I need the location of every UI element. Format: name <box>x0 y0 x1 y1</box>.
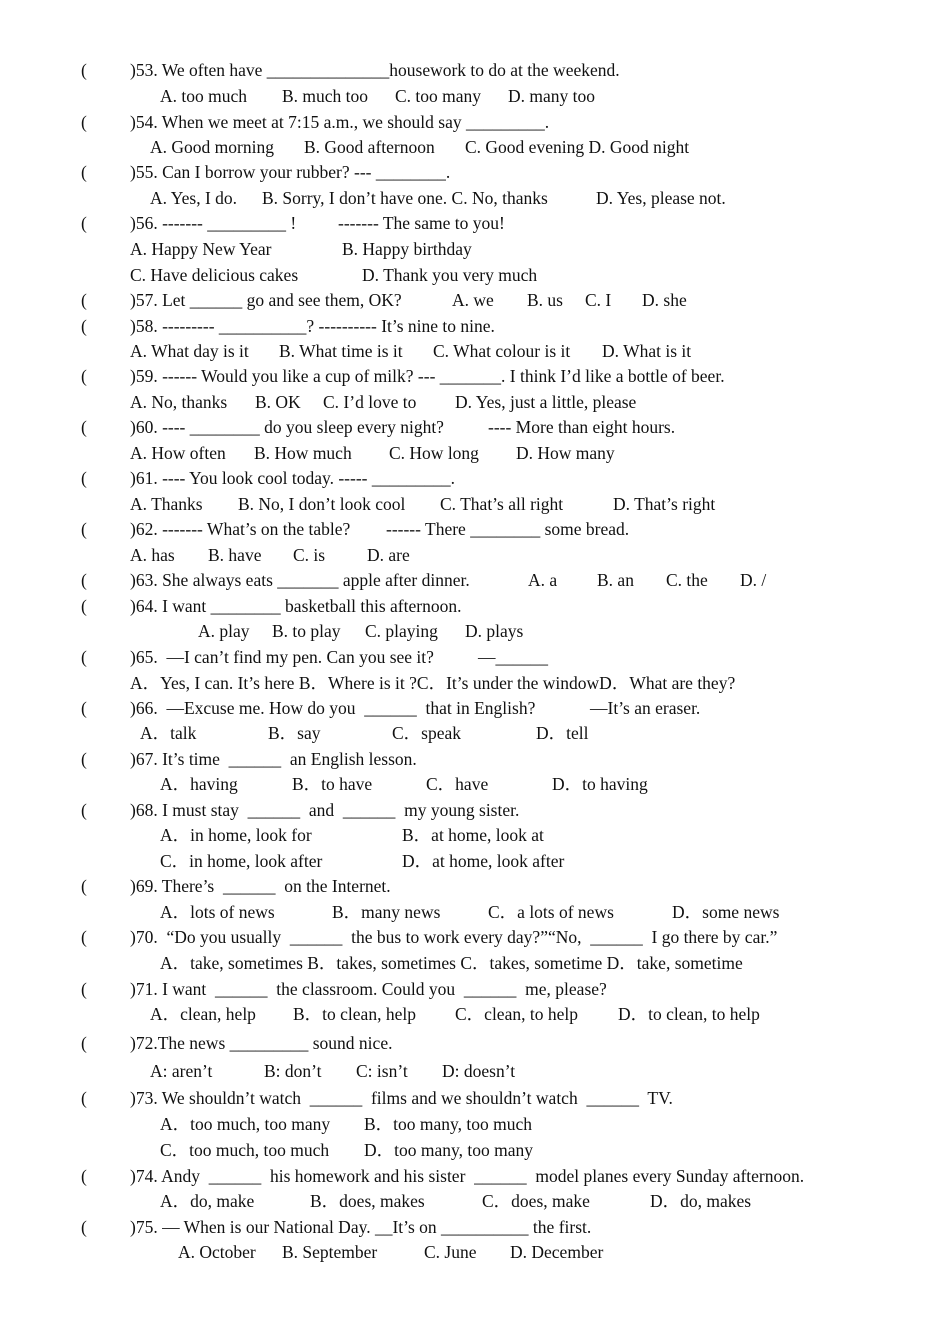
option-text: D. What is it <box>602 341 692 361</box>
option-text: D. December <box>510 1242 604 1262</box>
option-line <box>0 441 950 466</box>
question-line <box>0 925 950 950</box>
option-line <box>0 849 950 874</box>
answer-paren: ( <box>81 1033 87 1053</box>
option-text: B. Good afternoon <box>304 137 435 157</box>
option-text: B. Sorry, I don’t have one. C. No, thanks <box>262 188 548 208</box>
question-text: )64. I want ________ basketball this afternoon. <box>130 596 462 616</box>
question-line <box>0 594 950 619</box>
option-text: C．does, make <box>482 1191 590 1211</box>
option-line <box>0 619 950 644</box>
question-line <box>0 1086 950 1111</box>
answer-paren: ( <box>81 698 87 718</box>
option-text: A. Yes, I do. <box>150 188 238 208</box>
option-text: B．at home, look at <box>402 825 544 845</box>
question-text: )60. ---- ________ do you sleep every night? <box>130 417 444 437</box>
answer-paren: ( <box>81 596 87 616</box>
option-text: D. many too <box>508 86 596 106</box>
option-text: B. to play <box>272 621 341 641</box>
option-line <box>0 772 950 797</box>
option-line <box>0 186 950 211</box>
option-text: C. too many <box>395 86 482 106</box>
option-line <box>0 237 950 262</box>
option-text: D. are <box>367 545 410 565</box>
option-text: C. That’s all right <box>440 494 564 514</box>
option-line <box>0 390 950 415</box>
option-text: C．clean, to help <box>455 1004 578 1024</box>
option-line <box>0 135 950 160</box>
option-text: B．to clean, help <box>293 1004 416 1024</box>
option-text: D．tell <box>536 723 589 743</box>
question-text: )59. ------ Would you like a cup of milk? --- _______. I think I’d like a bottle of beer. <box>130 366 725 386</box>
answer-paren: ( <box>81 1166 87 1186</box>
question-text: )53. We often have ______________housework to do at the weekend. <box>130 60 620 80</box>
question-line <box>0 798 950 823</box>
option-text: B. Happy birthday <box>342 239 472 259</box>
option-line <box>0 339 950 364</box>
option-line <box>0 823 950 848</box>
question-line <box>0 160 950 185</box>
answer-paren: ( <box>81 647 87 667</box>
question-text: )73. We shouldn’t watch ______ films and we shouldn’t watch ______ TV. <box>130 1088 673 1108</box>
option-text: B. How much <box>254 443 352 463</box>
option-text: A. Happy New Year <box>130 239 272 259</box>
option-line <box>0 1240 950 1265</box>
option-text: D. Thank you very much <box>362 265 538 285</box>
option-text: A．lots of news <box>160 902 275 922</box>
option-line <box>0 263 950 288</box>
answer-paren: ( <box>81 417 87 437</box>
option-text: C. Have delicious cakes <box>130 265 299 285</box>
answer-paren: ( <box>81 468 87 488</box>
question-text: C. the <box>666 570 708 590</box>
option-text: D. plays <box>465 621 524 641</box>
option-text: A. No, thanks <box>130 392 228 412</box>
option-text: C．a lots of news <box>488 902 614 922</box>
option-text: C: isn’t <box>356 1061 408 1081</box>
option-text: B. What time is it <box>279 341 403 361</box>
question-text: )67. It’s time ______ an English lesson. <box>130 749 417 769</box>
option-line <box>0 1112 950 1137</box>
option-line <box>0 1002 950 1027</box>
question-line <box>0 466 950 491</box>
option-text: B. much too <box>282 86 369 106</box>
question-text: D. / <box>740 570 767 590</box>
question-text: A. we <box>452 290 494 310</box>
question-text: )57. Let ______ go and see them, OK? <box>130 290 402 310</box>
option-text: D．to having <box>552 774 648 794</box>
question-text: B. an <box>597 570 634 590</box>
question-text: )65. —I can’t find my pen. Can you see it? <box>130 647 434 667</box>
option-text: B．too many, too much <box>364 1114 533 1134</box>
option-text: C．too much, too much <box>160 1140 330 1160</box>
question-text: —It’s an eraser. <box>590 698 701 718</box>
option-text: A．in home, look for <box>160 825 312 845</box>
option-text: A．talk <box>140 723 197 743</box>
option-text: D．too many, too many <box>364 1140 533 1160</box>
question-line <box>0 1215 950 1240</box>
option-text: C. June <box>424 1242 477 1262</box>
question-line <box>0 696 950 721</box>
question-line <box>0 364 950 389</box>
answer-paren: ( <box>81 1088 87 1108</box>
question-text: ---- More than eight hours. <box>488 417 676 437</box>
question-text: )54. When we meet at 7:15 a.m., we should say _________. <box>130 112 550 132</box>
question-line <box>0 211 950 236</box>
answer-paren: ( <box>81 366 87 386</box>
question-text: )68. I must stay ______ and ______ my young sister. <box>130 800 520 820</box>
answer-paren: ( <box>81 60 87 80</box>
option-line <box>0 1059 950 1084</box>
answer-paren: ( <box>81 876 87 896</box>
question-text: )66. —Excuse me. How do you ______ that in English? <box>130 698 536 718</box>
option-text: C．speak <box>392 723 462 743</box>
option-line <box>0 492 950 517</box>
option-text: A: aren’t <box>150 1061 213 1081</box>
option-text: D．at home, look after <box>402 851 565 871</box>
option-text: B: don’t <box>264 1061 322 1081</box>
answer-paren: ( <box>81 979 87 999</box>
option-text: D. That’s right <box>613 494 716 514</box>
option-text: C. How long <box>389 443 479 463</box>
question-line <box>0 645 950 670</box>
question-line <box>0 1031 950 1056</box>
option-text: A．clean, help <box>150 1004 256 1024</box>
question-line <box>0 517 950 542</box>
question-line <box>0 1164 950 1189</box>
question-text: )62. ------- What’s on the table? <box>130 519 351 539</box>
question-line <box>0 58 950 83</box>
question-text: )74. Andy ______ his homework and his sister ______ model planes every Sunday afternoon. <box>130 1166 805 1186</box>
question-text: D. she <box>642 290 687 310</box>
option-text: C. is <box>293 545 326 565</box>
question-line <box>0 747 950 772</box>
option-text: C．in home, look after <box>160 851 323 871</box>
option-text: D. Yes, please not. <box>596 188 726 208</box>
option-text: A. Good morning <box>150 137 274 157</box>
question-text: )58. --------- __________? ---------- It’s nine to nine. <box>130 316 495 336</box>
answer-paren: ( <box>81 927 87 947</box>
question-text: —______ <box>478 647 548 667</box>
option-text: A．too much, too many <box>160 1114 331 1134</box>
question-line <box>0 288 950 313</box>
option-text: B. No, I don’t look cool <box>238 494 406 514</box>
question-text: )63. She always eats _______ apple after dinner. <box>130 570 470 590</box>
option-text: C. playing <box>365 621 438 641</box>
option-text: A. too much <box>160 86 248 106</box>
question-text: A. a <box>528 570 558 590</box>
option-line <box>0 900 950 925</box>
question-text: )69. There’s ______ on the Internet. <box>130 876 391 896</box>
answer-paren: ( <box>81 800 87 820</box>
question-text: )72.The news _________ sound nice. <box>130 1033 393 1053</box>
answer-paren: ( <box>81 316 87 336</box>
answer-paren: ( <box>81 112 87 132</box>
option-text: B. have <box>208 545 262 565</box>
answer-paren: ( <box>81 570 87 590</box>
option-text: D: doesn’t <box>442 1061 516 1081</box>
option-text: A. What day is it <box>130 341 249 361</box>
option-text: A. October <box>178 1242 256 1262</box>
option-text: D. How many <box>516 443 615 463</box>
question-line <box>0 415 950 440</box>
option-line <box>0 84 950 109</box>
question-text: )56. ------- _________ ! <box>130 213 297 233</box>
option-text: B．say <box>268 723 321 743</box>
option-line <box>0 951 950 976</box>
option-text: A. How often <box>130 443 226 463</box>
option-text: A．having <box>160 774 238 794</box>
option-text: B．to have <box>292 774 373 794</box>
option-text: A. play <box>198 621 250 641</box>
question-text: )55. Can I borrow your rubber? --- ________. <box>130 162 451 182</box>
option-text: C. What colour is it <box>433 341 571 361</box>
answer-paren: ( <box>81 749 87 769</box>
option-line <box>0 671 950 696</box>
question-text: ------ There ________ some bread. <box>386 519 630 539</box>
option-text: A．take, sometimes B．takes, sometimes C．takes, sometime D．take, sometime <box>160 953 743 973</box>
question-line <box>0 314 950 339</box>
answer-paren: ( <box>81 213 87 233</box>
question-line <box>0 110 950 135</box>
option-text: D．some news <box>672 902 780 922</box>
question-line <box>0 568 950 593</box>
question-text: ------- The same to you! <box>338 213 505 233</box>
answer-paren: ( <box>81 519 87 539</box>
question-text: )71. I want ______ the classroom. Could you ______ me, please? <box>130 979 607 999</box>
question-line <box>0 874 950 899</box>
option-text: A．do, make <box>160 1191 255 1211</box>
option-line <box>0 1138 950 1163</box>
option-text: D．to clean, to help <box>618 1004 760 1024</box>
answer-paren: ( <box>81 290 87 310</box>
option-line <box>0 721 950 746</box>
question-text: B. us <box>527 290 563 310</box>
option-text: C．have <box>426 774 489 794</box>
option-text: C. I’d love to <box>323 392 417 412</box>
question-text: C. I <box>585 290 612 310</box>
option-text: B. September <box>282 1242 378 1262</box>
option-text: C. Good evening D. Good night <box>465 137 690 157</box>
question-line <box>0 977 950 1002</box>
option-text: D. Yes, just a little, please <box>455 392 637 412</box>
option-text: B．many news <box>332 902 441 922</box>
answer-paren: ( <box>81 162 87 182</box>
option-text: D．do, makes <box>650 1191 752 1211</box>
option-text: A. Thanks <box>130 494 203 514</box>
option-text: A. has <box>130 545 175 565</box>
option-text: A．Yes, I can. It’s here B．Where is it ?C．It’s under the windowD．What are they? <box>130 673 736 693</box>
option-text: B．does, makes <box>310 1191 425 1211</box>
option-line <box>0 543 950 568</box>
answer-paren: ( <box>81 1217 87 1237</box>
question-text: )70. “Do you usually ______ the bus to work every day?”“No, ______ I go there by car.” <box>130 927 778 947</box>
option-text: B. OK <box>255 392 301 412</box>
question-text: )61. ---- You look cool today. ----- _________. <box>130 468 455 488</box>
option-line <box>0 1189 950 1214</box>
question-text: )75. — When is our National Day. __It’s on __________ the first. <box>130 1217 592 1237</box>
